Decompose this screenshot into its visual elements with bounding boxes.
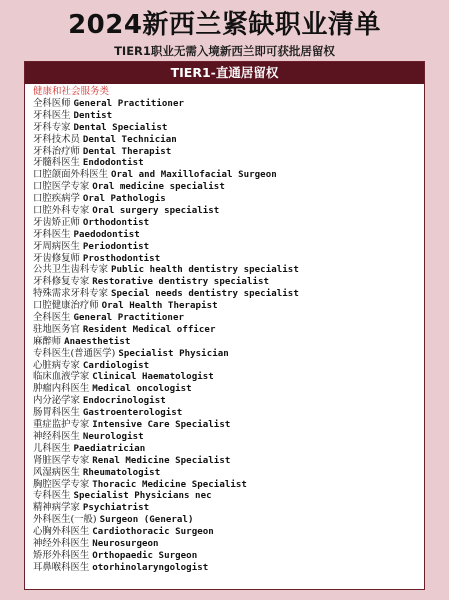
occupation-name-en: Gastroenterologist [82,408,183,419]
occupation-name-en: Paediatrician [73,443,146,454]
occupation-name-en: otorhinolaryngologist [92,562,209,573]
list-item [33,324,299,336]
occupation-name-en: Restorative dentistry specialist [92,277,270,288]
occupation-name-zh: 口腔疾病学 [33,193,80,205]
occupation-name-en: Neurologist [82,431,144,442]
occupation-name-zh: 牙科医生 [33,228,71,240]
occupation-name-en: Dental Specialist [73,122,168,133]
occupation-name-en: Dental Technician [82,134,177,145]
page-title: 2024新西兰紧缺职业清单 [68,10,381,40]
section-heading: 健康和社会服务类 [33,86,110,97]
occupation-name-zh: 牙科专家 [33,121,71,133]
occupation-name-en: Orthopaedic Surgeon [92,550,198,561]
occupation-name-zh: 口腔医学专家 [33,181,90,193]
list-item [33,217,299,229]
list-item [33,371,299,383]
occupation-name-zh: 外科医生(一般) [33,514,97,526]
occupation-name-en: Medical oncologist [92,384,192,395]
occupation-name-zh: 口腔外科专家 [33,205,90,217]
page-subtitle: TIER1职业无需入境新西兰即可获批居留权 [114,44,335,58]
list-item [33,479,299,491]
list-item [33,538,299,550]
list-item [33,312,299,324]
list-item [33,383,299,395]
list-item [33,122,299,134]
list-item [33,336,299,348]
occupation-name-zh: 儿科医生 [33,442,71,454]
occupation-name-en: Dentist [73,110,113,121]
occupation-name-en: Oral and Maxillofacial Surgeon [111,170,277,181]
occupation-name-en: Clinical Haematologist [92,372,214,383]
occupation-name-zh: 耳鼻喉科医生 [33,561,90,573]
occupation-name-zh: 口腔健康治疗师 [33,300,99,312]
list-item [33,229,299,241]
list-item [33,193,299,205]
occupation-name-en: Renal Medicine Specialist [92,455,231,466]
occupation-name-zh: 牙齿修复师 [33,252,80,264]
occupation-name-en: Oral medicine specialist [92,182,225,193]
occupation-name-en: Prosthodontist [82,253,161,264]
list-item [33,169,299,181]
list-item [33,110,299,122]
occupation-name-zh: 矫形外科医生 [33,549,90,561]
occupation-name-zh: 牙科医生 [33,109,71,121]
occupation-name-zh: 风湿病医生 [33,466,80,478]
occupation-name-en: Endodontist [82,158,144,169]
occupation-name-en: Neurosurgeon [92,538,159,549]
occupation-name-zh: 肿瘤内科医生 [33,383,90,395]
occupation-name-en: Resident Medical officer [82,324,216,335]
occupation-name-en: Intensive Care Specialist [92,420,231,431]
list-item [33,253,299,265]
list-item [33,288,299,300]
list-item [33,514,299,526]
occupation-name-zh: 精神病学家 [33,502,80,514]
occupation-name-zh: 专科医生 [33,490,71,502]
occupation-name-zh: 神经科医生 [33,430,80,442]
list-item [33,526,299,538]
occupation-name-zh: 牙髓科医生 [33,157,80,169]
list-item [33,502,299,514]
occupation-name-en: General Practitioner [73,313,184,324]
occupation-name-zh: 牙周病医生 [33,240,80,252]
occupation-name-en: Specialist Physicians nec [73,491,212,502]
occupation-name-zh: 驻地医务官 [33,323,80,335]
occupation-name-en: Thoracic Medicine Specialist [92,479,247,490]
occupation-name-en: Psychiatrist [82,503,150,514]
occupation-name-zh: 牙科修复专家 [33,276,90,288]
occupation-name-zh: 肾脏医学专家 [33,454,90,466]
occupation-name-en: General Practitioner [73,99,184,109]
occupation-name-zh: 牙科技术员 [33,133,80,145]
list-item [33,431,299,443]
occupation-name-en: Special needs dentistry specialist [111,289,299,300]
occupation-name-zh: 内分泌学家 [33,395,80,407]
list-item [33,157,299,169]
occupation-name-zh: 全科医师 [33,98,71,109]
list-item [33,205,299,217]
occupation-name-en: Periodontist [82,241,150,252]
list-item [33,467,299,479]
occupation-name-zh: 口腔颌面外科医生 [33,169,109,181]
occupation-card [24,61,425,590]
list-item [33,276,299,288]
occupation-name-zh: 全科医生 [33,312,71,324]
list-item [33,550,299,562]
occupation-name-en: Oral surgery specialist [92,206,220,217]
occupation-name-en: Rheumatologist [82,467,161,478]
occupation-name-zh: 心脏病专家 [33,359,80,371]
card-header: TIER1-直通居留权 [25,62,424,84]
list-item [33,300,299,312]
occupation-list [33,98,299,574]
list-item [33,98,299,110]
occupation-name-zh: 胸腔医学专家 [33,478,90,490]
occupation-name-en: Public health dentistry specialist [111,265,299,276]
occupation-name-zh: 心胸外科医生 [33,526,90,538]
occupation-name-en: Surgeon (General) [99,515,194,526]
occupation-name-en: Oral Pathologis [82,194,166,205]
list-item [33,443,299,455]
list-item [33,241,299,253]
occupation-name-zh: 牙齿矫正师 [33,216,80,228]
list-item [33,264,299,276]
occupation-name-en: Dental Therapist [82,146,172,157]
occupation-name-zh: 肠胃科医生 [33,407,80,419]
occupation-name-zh: 临床血液学家 [33,371,90,383]
occupation-name-en: Orthodontist [82,217,150,228]
occupation-name-en: Cardiothoracic Surgeon [92,527,214,538]
list-item [33,134,299,146]
list-item [33,395,299,407]
list-item [33,562,299,574]
occupation-name-zh: 特殊需求牙科专家 [33,288,109,300]
occupation-name-zh: 重症监护专家 [33,419,90,431]
list-item [33,407,299,419]
occupation-name-zh: 牙科治疗师 [33,145,80,157]
list-item [33,181,299,193]
list-item [33,146,299,158]
occupation-name-en: Paedodontist [73,229,140,240]
occupation-name-en: Endocrinologist [82,396,166,407]
list-item [33,455,299,467]
list-item [33,348,299,360]
occupation-name-en: Oral Health Therapist [101,301,218,312]
occupation-name-zh: 专科医生(普通医学) [33,347,116,359]
occupation-name-en: Anaesthetist [64,336,131,347]
occupation-name-en: Specialist Physician [118,348,229,359]
occupation-name-en: Cardiologist [82,360,150,371]
occupation-name-zh: 麻醉师 [33,335,62,347]
list-item [33,419,299,431]
list-item [33,490,299,502]
occupation-name-zh: 神经外科医生 [33,537,90,549]
list-item [33,360,299,372]
occupation-name-zh: 公共卫生齿科专家 [33,264,109,276]
